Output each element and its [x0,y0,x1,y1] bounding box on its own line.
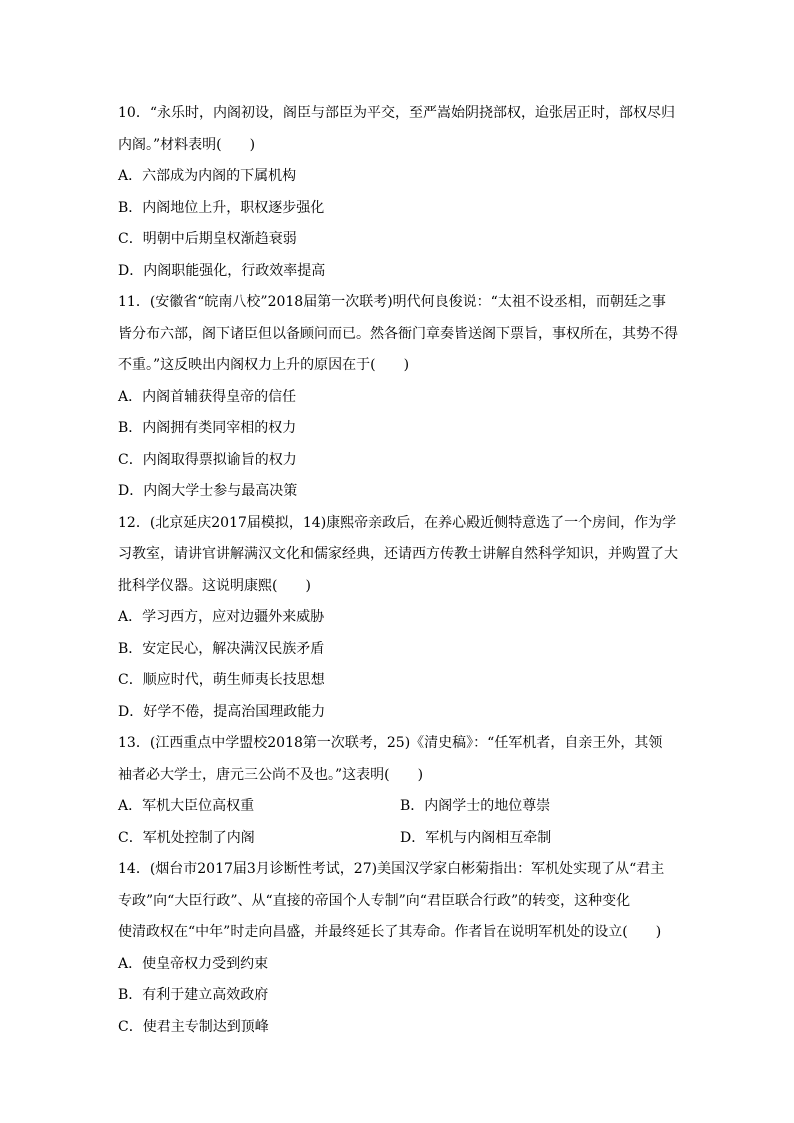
question-stem-line: 皆分布六部，阁下诸臣但以备顾问而已。然各衙门章奏皆送阁下票旨，事权所在，其势不得 [118,325,678,342]
question-stem-line: 批科学仪器。这说明康熙( ) [118,577,311,594]
question-stem-line: 不重。”这反映出内阁权力上升的原因在于( ) [118,357,410,373]
option-a: A．内阁首辅获得皇帝的信任 [118,388,297,405]
question-stem-line: 11．(安徽省“皖南八校”2018届第一次联考)明代何良俊说：“太祖不设丞相，而朝廷之事 [118,294,666,310]
option-c: C．顺应时代，萌生师夷长技思想 [118,672,325,688]
question-stem-line: 13．(江西重点中学盟校2018第一次联考，25)《清史稿》：“任军机者，自亲王外，其领 [118,735,663,751]
option-c: C．使君主专制达到顶峰 [118,1018,269,1035]
option-a: A．使皇帝权力受到约束 [118,955,269,972]
option-a: A．学习西方，应对边疆外来威胁 [118,609,325,625]
question-stem-line: 袖者必大学士，唐元三公尚不及也。”这表明( ) [118,766,424,783]
question-13 [118,728,682,854]
option-b: B．有利于建立高效政府 [118,987,269,1003]
question-11 [118,287,682,508]
question-stem-line: 内阁。”材料表明( ) [118,136,256,153]
option-d: D．内阁大学士参与最高决策 [118,483,298,499]
option-b: B．内阁地位上升，职权逐步强化 [118,199,325,216]
option-a: A．军机大臣位高权重 [118,798,255,814]
question-stem-line: 使清政权在“中年”时走向昌盛，并最终延长了其寿命。作者旨在说明军机处的设立( ) [118,924,662,940]
option-d: D．军机与内阁相互牵制 [400,829,552,846]
question-10 [118,98,682,287]
question-stem-line: 专政”向“大臣行政”、从“直接的帝国个人专制”向“君臣联合行政”的转变，这种变化 [118,892,631,909]
question-stem-line: 习教室，请讲官讲解满汉文化和儒家经典，还请西方传教士讲解自然科学知识，并购置了大 [118,546,678,562]
option-row [118,791,682,823]
option-b: B．安定民心，解决满汉民族矛盾 [118,640,325,657]
question-stem-line: 14．(烟台市2017届3月诊断性考试，27)美国汉学家白彬菊指出：军机处实现了从“君主 [118,861,665,877]
option-c: C．军机处控制了内阁 [118,829,255,846]
option-d: D．好学不倦，提高治国理政能力 [118,703,326,720]
question-12 [118,508,682,729]
option-row [118,823,682,855]
option-c: C．明朝中后期皇权渐趋衰弱 [118,231,297,247]
question-14 [118,854,682,1043]
option-b: B．内阁拥有类同宰相的权力 [118,420,297,436]
question-stem-line: 10．“永乐时，内阁初设，阁臣与部臣为平交，至严嵩始阴挠部权，迨张居正时，部权尽归 [118,105,675,121]
question-stem-line: 12．(北京延庆2017届模拟，14)康熙帝亲政后，在养心殿近侧特意选了一个房间，作为学 [118,514,677,531]
option-c: C．内阁取得票拟谕旨的权力 [118,451,297,468]
option-b: B．内阁学士的地位尊崇 [400,798,551,814]
document-page [118,98,682,1043]
option-d: D．内阁职能强化，行政效率提高 [118,262,326,279]
option-a: A．六部成为内阁的下属机构 [118,168,297,184]
